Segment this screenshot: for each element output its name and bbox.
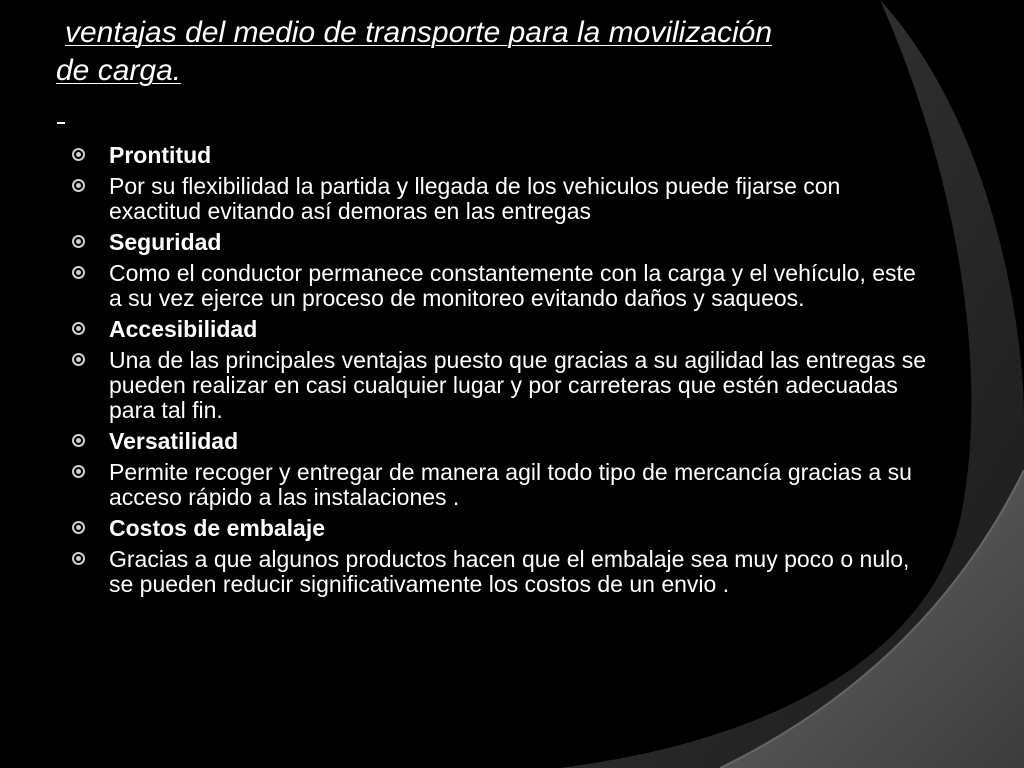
bullet-icon bbox=[72, 434, 85, 447]
bullet-text: Accesibilidad bbox=[109, 316, 258, 342]
bullet-item bbox=[0, 460, 1024, 510]
bullet-item bbox=[0, 230, 1024, 255]
bullet-item bbox=[0, 143, 1024, 168]
bullet-item bbox=[0, 429, 1024, 454]
slide-title-line2: de carga. bbox=[56, 54, 182, 87]
bullet-item bbox=[0, 547, 1024, 597]
bullet-text: Gracias a que algunos productos hacen que el embalaje sea muy poco o nulo, se pueden reducir significativamente los costos de un envio . bbox=[109, 546, 910, 597]
bullet-item bbox=[0, 261, 1024, 311]
bullet-item bbox=[0, 317, 1024, 342]
bullet-icon bbox=[72, 552, 85, 565]
slide-title-line1: ventajas del medio de transporte para la movilización bbox=[65, 16, 773, 49]
bullet-text: Costos de embalaje bbox=[109, 515, 326, 541]
bullet-text: Una de las principales ventajas puesto que gracias a su agilidad las entregas se pueden realizar en casi cualquier lugar y por carreteras que estén adecuadas para tal fin. bbox=[109, 347, 927, 423]
bullet-item bbox=[0, 174, 1024, 224]
title-dash bbox=[57, 122, 65, 124]
bullet-icon bbox=[72, 521, 85, 534]
bullet-text: Versatilidad bbox=[109, 428, 239, 454]
bullet-icon bbox=[72, 465, 85, 478]
bullet-icon bbox=[72, 353, 85, 366]
bullet-text: Prontitud bbox=[109, 142, 212, 168]
bullet-item bbox=[0, 348, 1024, 423]
bullet-list bbox=[0, 143, 1024, 603]
bullet-text: Como el conductor permanece constantemente con la carga y el vehículo, este a su vez ejerce un proceso de monitoreo evitando daños y saqueos. bbox=[109, 260, 916, 311]
bullet-icon bbox=[72, 179, 85, 192]
bullet-text: Permite recoger y entregar de manera agil todo tipo de mercancía gracias a su acceso rápido a las instalaciones . bbox=[109, 459, 912, 510]
slide-title bbox=[56, 14, 956, 90]
bullet-text: Seguridad bbox=[109, 229, 222, 255]
bullet-text: Por su flexibilidad la partida y llegada de los vehiculos puede fijarse con exactitud evitando así demoras en las entregas bbox=[109, 173, 841, 224]
bullet-item bbox=[0, 516, 1024, 541]
bullet-icon bbox=[72, 266, 85, 279]
bullet-icon bbox=[72, 148, 85, 161]
bullet-icon bbox=[72, 322, 85, 335]
bullet-icon bbox=[72, 235, 85, 248]
